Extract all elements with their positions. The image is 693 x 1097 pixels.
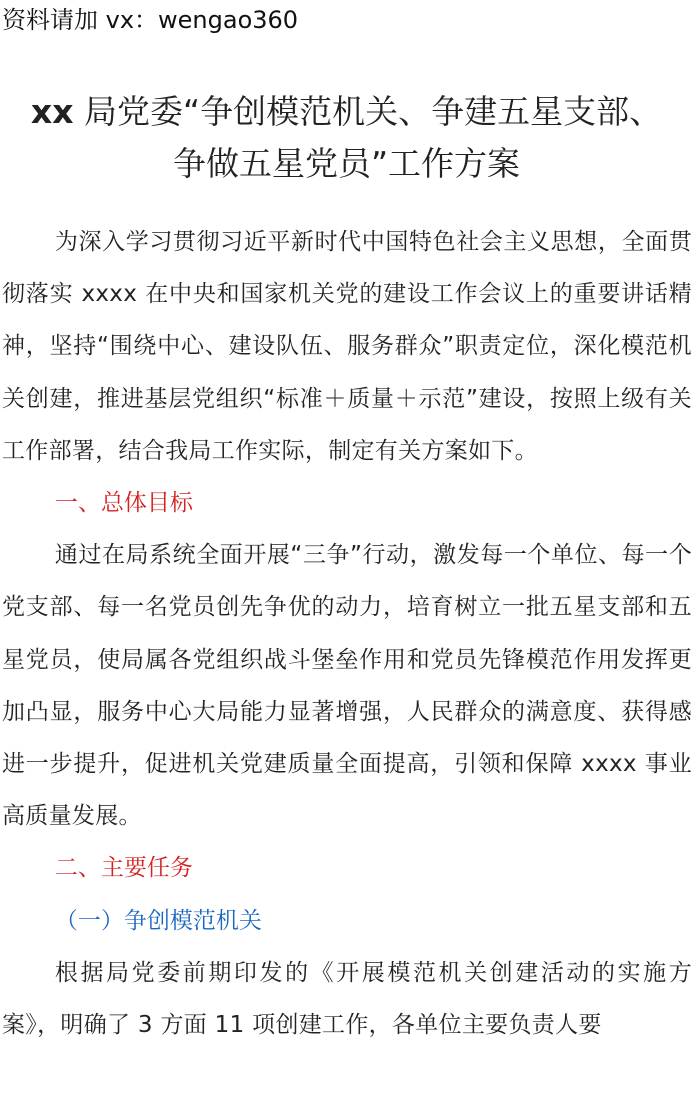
intro-paragraph: 为深入学习贯彻习近平新时代中国特色社会主义思想，全面贯彻落实 xxxx 在中央和国家机关党的建设工作会议上的重要讲话精神，坚持“围绕中心、建设队伍、服务群众”职责定位，深化模范机关创建，推进基层党组织“标准＋质量＋示范”建设，按照上级有关工作部署，结合我局工作实际，制定有关方案如下。 (2, 229, 692, 464)
overall-goal-paragraph: 通过在局系统全面开展“三争”行动，激发每一个单位、每一个党支部、每一名党员创先争优的动力，培育树立一批五星支部和五星党员，使局属各党组织战斗堡垒作用和党员先锋模范作用发挥更加凸显，服务中心大局能力显著增强，人民群众的满意度、获得感进一步提升，促进机关党建质量全面提高，引领和保障 xxxx 事业高质量发展。 (2, 542, 692, 830)
document-body (2, 216, 692, 1051)
section-heading-overall-goal: 一、总体目标 (54, 490, 193, 517)
model-organ-paragraph: 根据局党委前期印发的《开展模范机关创建活动的实施方案》，明确了 3 方面 11 项创建工作，各单位主要负责人要 (2, 959, 692, 1039)
document-title (0, 86, 693, 190)
title-line-2: 争做五星党员”工作方案 (172, 144, 521, 183)
subsection-heading-model-organ: （一）争创模范机关 (54, 907, 262, 934)
section-heading-main-tasks: 二、主要任务 (54, 855, 193, 882)
title-line-1: 局党委“争创模范机关、争建五星支部、 (83, 92, 663, 131)
title-prefix: xx (30, 92, 74, 131)
contact-note: 资料请加 vx：wengao360 (2, 6, 299, 34)
